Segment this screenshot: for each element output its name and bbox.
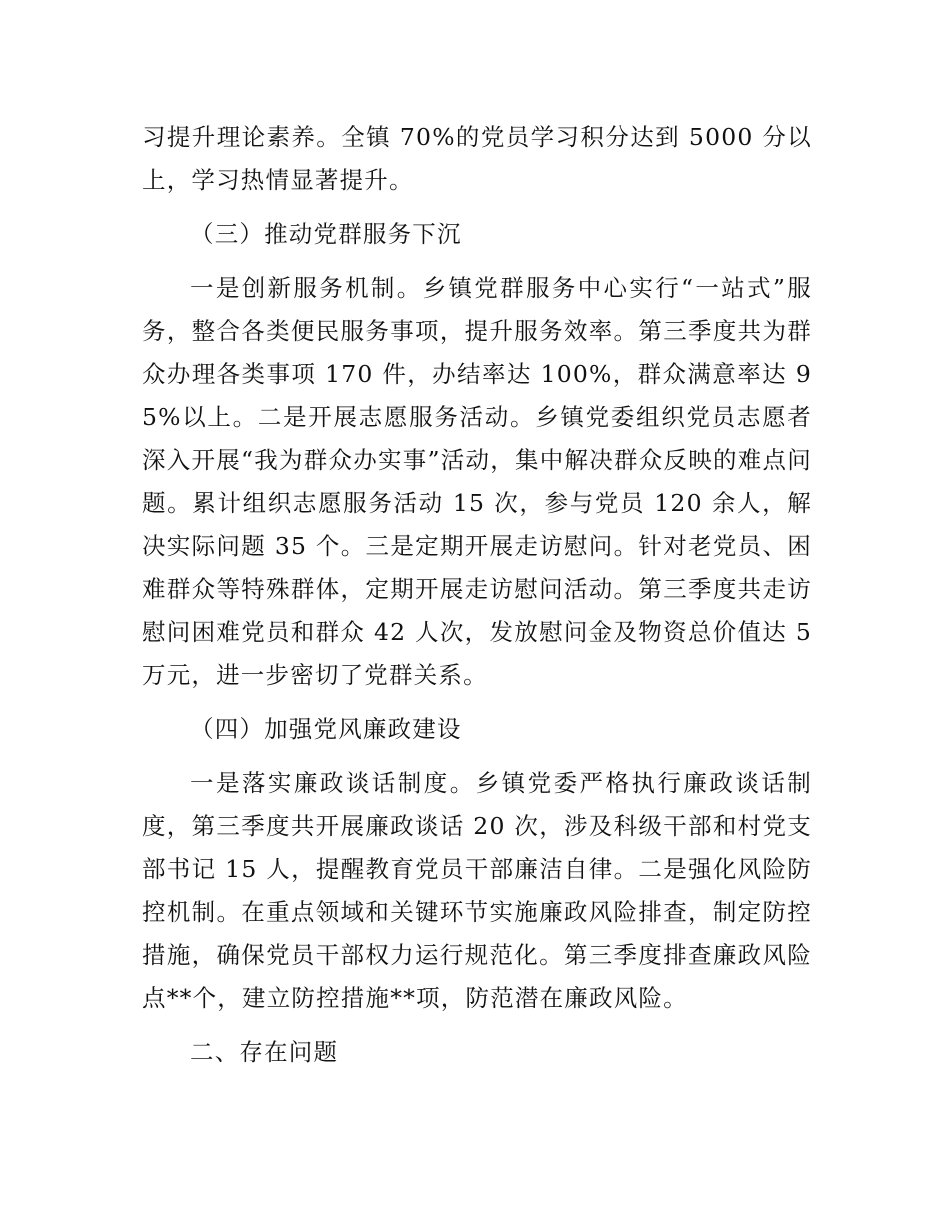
- paragraph-study-score: 习提升理论素养。全镇 70%的党员学习积分达到 5000 分以上，学习热情显著提升。: [142, 123, 812, 194]
- section-heading-problems: 二、存在问题: [190, 1038, 339, 1066]
- document-body: [142, 116, 812, 1074]
- section-heading-party-service: （三）推动党群服务下沉: [190, 220, 462, 248]
- paragraph-party-service: 一是创新服务机制。乡镇党群服务中心实行“一站式”服务，整合各类便民服务事项，提升服务效率。第三季度共为群众办理各类事项 170 件，办结率达 100%，群众满意率达 95%以上。二是开展志愿服务活动。乡镇党委组织党员志愿者深入开展“我为群众办实事”活动，集中解决群众反映的难点问题。累计组织志愿服务活动 15 次，参与党员 120 余人，解决实际问题 35 个。三是定期开展走访慰问。针对老党员、困难群众等特殊群体，定期开展走访慰问活动。第三季度共走访慰问困难党员和群众 42 人次，发放慰问金及物资总价值达 5 万元，进一步密切了党群关系。: [142, 274, 812, 689]
- paragraph-integrity: 一是落实廉政谈话制度。乡镇党委严格执行廉政谈话制度，第三季度共开展廉政谈话 20 次，涉及科级干部和村党支部书记 15 人，提醒教育党员干部廉洁自律。二是强化风险防控机制。在重点领域和关键环节实施廉政风险排查，制定防控措施，确保党员干部权力运行规范化。第三季度排查廉政风险点**个，建立防控措施**项，防范潜在廉政风险。: [142, 769, 812, 1012]
- section-heading-integrity: （四）加强党风廉政建设: [190, 715, 462, 743]
